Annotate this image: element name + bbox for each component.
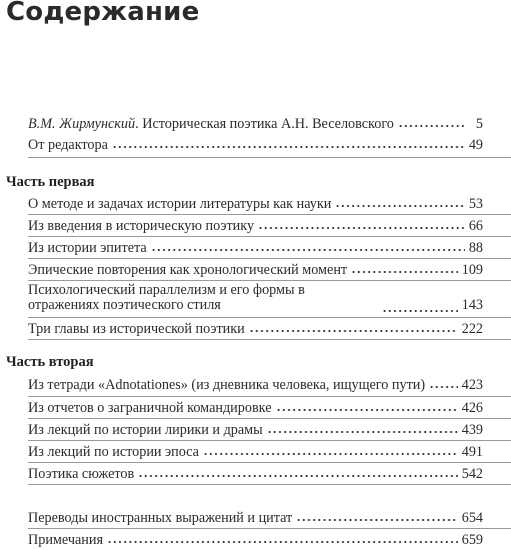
dot-leader (258, 218, 465, 230)
dot-leader (107, 532, 458, 544)
toc-entry-editor[interactable] (28, 137, 483, 153)
separator-line (28, 214, 511, 215)
toc-entry-title: Из лекций по истории эпоса (28, 444, 199, 460)
toc-entry[interactable] (28, 196, 483, 212)
dot-leader (335, 196, 464, 208)
toc-entry-page: 49 (468, 137, 483, 153)
separator-line (28, 462, 511, 463)
separator-line (28, 440, 511, 441)
page-title: Содержание (6, 0, 200, 27)
toc-entry-translations[interactable] (28, 510, 483, 526)
toc-entry-title: Переводы иностранных выражений и цитат (28, 510, 293, 526)
separator-line (28, 157, 511, 158)
section-heading-part-2: Часть вторая (6, 354, 94, 370)
toc-entry-title: Психологический параллелизм и его формы в отражениях поэтического стиля (28, 282, 305, 313)
toc-entry-title: Из истории эпитета (28, 240, 147, 256)
toc-entry[interactable] (28, 422, 483, 438)
toc-entry-notes[interactable] (28, 532, 483, 548)
toc-entry-title: . Историческая поэтика А.Н. Веселовского (135, 116, 394, 132)
separator-line (28, 236, 511, 237)
separator-line (28, 339, 511, 340)
separator-line (28, 280, 511, 281)
toc-entry-page: 659 (461, 532, 483, 548)
toc-entry-title: Эпические повторения как хронологический момент (28, 262, 348, 278)
dot-leader (296, 510, 457, 522)
toc-entry-title: Из введения в историческую поэтику (28, 218, 255, 234)
toc-entry[interactable] (28, 321, 483, 337)
toc-entry-title: Из отчетов о заграничной командировке (28, 400, 272, 416)
toc-entry-page: 143 (461, 297, 483, 313)
dot-leader (276, 400, 458, 412)
toc-entry[interactable] (28, 218, 483, 234)
toc-entry-page: 491 (461, 444, 483, 460)
dot-leader (267, 422, 458, 434)
toc-entry-title: Примечания (28, 532, 103, 548)
toc-entry-zhirmunsky[interactable] (28, 116, 483, 132)
toc-entry[interactable] (28, 400, 483, 416)
dot-leader (112, 137, 465, 149)
toc-entry[interactable] (28, 466, 483, 482)
toc-entry[interactable] (28, 283, 483, 313)
toc-entry-page: 542 (461, 466, 483, 482)
toc-entry-page: 222 (461, 321, 483, 337)
toc-entry[interactable] (28, 444, 483, 460)
dot-leader (138, 466, 458, 478)
toc-entry-page: 88 (468, 240, 483, 256)
toc-entry[interactable] (28, 262, 483, 278)
toc-entry[interactable] (28, 240, 483, 256)
toc-entry-title: Поэтика сюжетов (28, 466, 135, 482)
dot-leader (249, 321, 458, 333)
toc-entry-page: 109 (461, 262, 483, 278)
dot-leader (351, 262, 458, 274)
separator-line (28, 484, 511, 485)
separator-line (28, 528, 511, 529)
separator-line (28, 317, 511, 318)
separator-line (28, 396, 511, 397)
dot-leader (398, 116, 465, 128)
toc-entry-title: Три главы из исторической поэтики (28, 321, 245, 337)
section-heading-part-1: Часть первая (6, 174, 95, 190)
toc-entry[interactable] (28, 377, 483, 393)
toc-entry-page: 423 (461, 377, 483, 393)
toc-entry-page: 5 (475, 116, 483, 132)
toc-entry-title: Из тетради «Adnotationes» (из дневника человека, ищущего пути) (28, 377, 426, 393)
dot-leader (151, 240, 465, 252)
dot-leader (382, 301, 458, 313)
toc-entry-author: В.М. Жирмунский (28, 116, 136, 132)
toc-entry-page: 654 (461, 510, 483, 526)
separator-line (28, 258, 511, 259)
toc-entry-page: 426 (461, 400, 483, 416)
toc-entry-title: О методе и задачах истории литературы как науки (28, 196, 332, 212)
toc-entry-title: От редактора (28, 137, 108, 153)
toc-entry-page: 439 (461, 422, 483, 438)
dot-leader (429, 377, 458, 389)
dot-leader (203, 444, 458, 456)
toc-entry-title: Из лекций по истории лирики и драмы (28, 422, 263, 438)
toc-entry-page: 53 (468, 196, 483, 212)
toc-entry-page: 66 (468, 218, 483, 234)
separator-line (28, 418, 511, 419)
